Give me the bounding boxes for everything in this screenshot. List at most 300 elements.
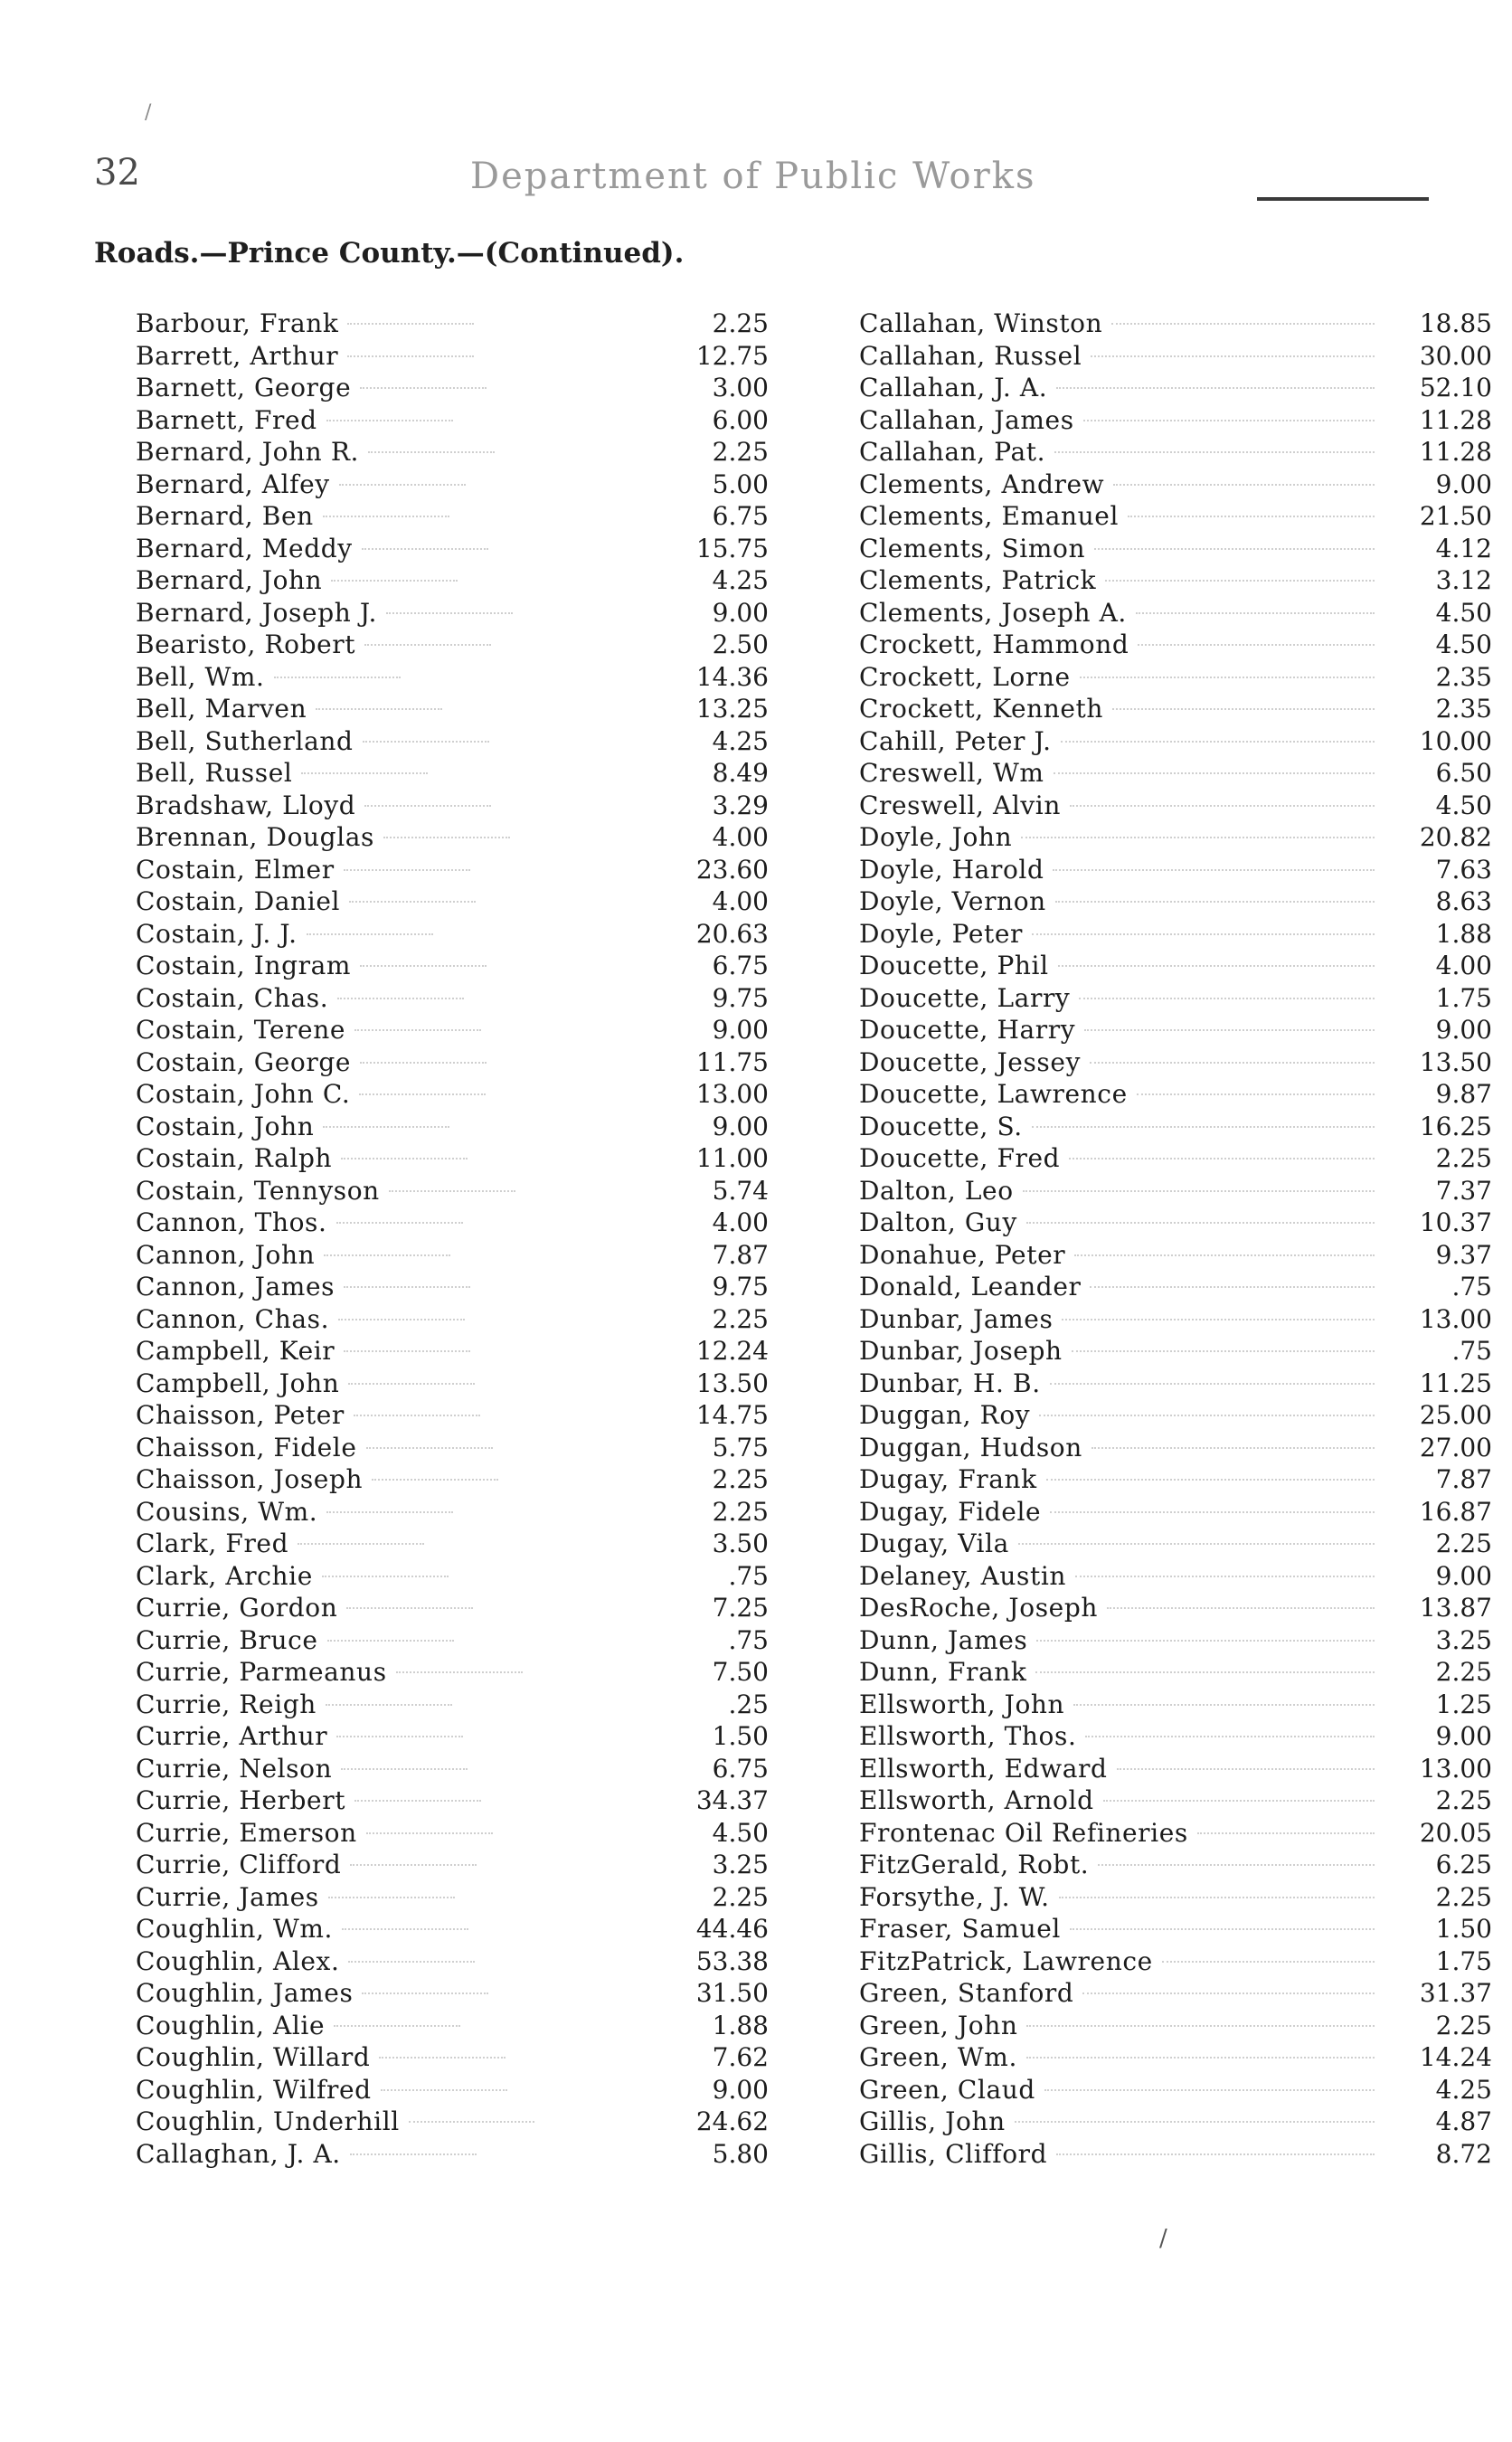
- payee-name: Barbour, Frank: [136, 308, 339, 338]
- list-item: [136, 1175, 769, 1207]
- payee-name: Currie, Herbert: [136, 1785, 346, 1815]
- dot-leader: [331, 580, 458, 582]
- list-item: [859, 1977, 1492, 2010]
- payment-amount: 31.37: [1419, 1978, 1492, 2008]
- payee-name: Creswell, Wm: [859, 758, 1044, 788]
- list-item: [859, 629, 1492, 661]
- payment-amount: 52.10: [1419, 373, 1492, 402]
- payment-amount: 4.25: [1435, 2074, 1492, 2105]
- list-item: [136, 2041, 769, 2074]
- payee-name: Bearisto, Robert: [136, 629, 356, 659]
- list-item: [859, 1078, 1492, 1111]
- payment-amount: 7.87: [712, 1239, 769, 1270]
- dot-leader: [372, 1479, 498, 1481]
- payment-amount: 8.72: [1435, 2138, 1492, 2169]
- payment-amount: 23.60: [695, 854, 769, 885]
- list-item: [859, 1945, 1492, 1978]
- dot-leader: [1026, 2057, 1375, 2059]
- payment-amount: 15.75: [695, 533, 769, 563]
- payment-amount: 9.00: [712, 2074, 769, 2105]
- list-item: [859, 1720, 1492, 1753]
- list-item: [136, 1239, 769, 1272]
- dot-leader: [1032, 1126, 1375, 1128]
- payment-amount: 6.75: [712, 951, 769, 980]
- payment-amount: 5.80: [712, 2138, 769, 2169]
- dot-leader: [347, 323, 474, 325]
- payee-name: Callahan, Russel: [859, 340, 1082, 371]
- payment-amount: 6.25: [1435, 1850, 1492, 1879]
- payment-amount: 5.74: [712, 1175, 769, 1206]
- payment-amount: 9.00: [1435, 1015, 1492, 1045]
- payment-amount: 3.00: [712, 373, 769, 402]
- payee-name: Fraser, Samuel: [859, 1914, 1061, 1944]
- dot-leader: [1083, 420, 1375, 421]
- dot-leader: [1105, 580, 1375, 582]
- dot-leader: [383, 837, 510, 838]
- payment-amount: 1.50: [1435, 1914, 1492, 1944]
- payee-name: Dunn, Frank: [859, 1657, 1027, 1687]
- list-item: [859, 340, 1492, 373]
- list-item: [859, 1399, 1492, 1432]
- payment-amount: 5.00: [712, 469, 769, 499]
- payee-name: Costain, Terene: [136, 1015, 346, 1045]
- list-item: [859, 1817, 1492, 1850]
- payment-amount: 2.35: [1435, 694, 1492, 724]
- payee-name: Dunbar, Joseph: [859, 1336, 1063, 1366]
- list-item: [136, 1496, 769, 1529]
- payment-amount: 9.75: [712, 982, 769, 1013]
- payee-name: Doyle, Peter: [859, 918, 1024, 949]
- list-item: [136, 372, 769, 404]
- payee-name: Ellsworth, Thos.: [859, 1721, 1077, 1751]
- dot-leader: [344, 1350, 470, 1352]
- payee-name: Costain, John: [136, 1111, 315, 1141]
- list-item: [859, 1271, 1492, 1303]
- payee-name: Gillis, John: [859, 2106, 1006, 2136]
- payment-amount: 7.37: [1435, 1175, 1492, 1206]
- payee-name: Costain, Elmer: [136, 854, 335, 885]
- payee-name: Dalton, Leo: [859, 1175, 1014, 1206]
- dot-leader: [1056, 387, 1375, 389]
- payment-amount: 27.00: [1419, 1432, 1492, 1462]
- payment-amount: 6.75: [712, 1753, 769, 1784]
- list-item: [136, 725, 769, 758]
- list-item: [859, 2074, 1492, 2106]
- dot-leader: [1054, 451, 1375, 453]
- dot-leader: [316, 708, 442, 710]
- payment-amount: 11.25: [1419, 1368, 1492, 1398]
- list-item: [136, 854, 769, 886]
- payment-amount: 13.00: [1419, 1303, 1492, 1334]
- dot-leader: [396, 1671, 523, 1673]
- payment-amount: 1.88: [1435, 918, 1492, 949]
- payee-name: Forsythe, J. W.: [859, 1881, 1050, 1912]
- payment-amount: 4.25: [712, 725, 769, 756]
- payee-name: Crockett, Hammond: [859, 629, 1129, 659]
- dot-leader: [1058, 965, 1375, 967]
- payee-name: Campbell, Keir: [136, 1336, 335, 1366]
- payee-name: Green, Wm.: [859, 2042, 1017, 2072]
- list-item: [859, 790, 1492, 822]
- dot-leader: [346, 1607, 473, 1609]
- dot-leader: [349, 901, 476, 903]
- list-item: [136, 564, 769, 597]
- dot-leader: [1073, 1704, 1375, 1706]
- payee-name: Coughlin, Alie: [136, 2010, 326, 2040]
- dot-leader: [366, 1447, 493, 1449]
- list-item: [136, 308, 769, 340]
- dot-leader: [1136, 612, 1375, 614]
- payee-name: Dalton, Guy: [859, 1207, 1017, 1237]
- payment-amount: 5.75: [712, 1432, 769, 1462]
- dot-leader: [342, 1928, 468, 1930]
- list-item: [859, 564, 1492, 597]
- payment-amount: 20.05: [1419, 1817, 1492, 1848]
- list-item: [136, 693, 769, 725]
- dot-leader: [1032, 933, 1375, 935]
- payment-amount: 3.25: [1435, 1624, 1492, 1655]
- payment-amount: 1.75: [1435, 982, 1492, 1013]
- dot-leader: [344, 1286, 470, 1288]
- payee-name: Dugay, Frank: [859, 1464, 1037, 1494]
- list-item: [859, 1207, 1492, 1239]
- payee-name: Ellsworth, Edward: [859, 1753, 1108, 1784]
- payment-amount: 18.85: [1419, 308, 1492, 338]
- payment-amount: 7.87: [1435, 1464, 1492, 1494]
- header-rule: [1257, 197, 1429, 201]
- list-item: [859, 2138, 1492, 2171]
- list-item: [859, 1111, 1492, 1143]
- payee-name: Campbell, John: [136, 1368, 340, 1398]
- payment-amount: 13.00: [1419, 1753, 1492, 1784]
- payee-name: Ellsworth, John: [859, 1689, 1065, 1719]
- payment-amount: 10.00: [1419, 725, 1492, 756]
- payee-name: Callahan, J. A.: [859, 373, 1048, 402]
- payment-amount: .75: [1451, 1272, 1492, 1301]
- payee-name: Coughlin, Alex.: [136, 1945, 340, 1976]
- payee-name: Coughlin, James: [136, 1978, 354, 2008]
- list-item: [136, 1014, 769, 1046]
- payment-amount: 4.50: [712, 1817, 769, 1848]
- dot-leader: [347, 355, 474, 357]
- payment-amount: 8.49: [712, 758, 769, 788]
- dot-leader: [322, 1576, 449, 1577]
- payee-name: Donahue, Peter: [859, 1239, 1066, 1270]
- payee-name: Bradshaw, Lloyd: [136, 790, 356, 820]
- list-item: [136, 1463, 769, 1496]
- list-item: [136, 1207, 769, 1239]
- payment-amount: 2.25: [1435, 2010, 1492, 2040]
- payment-amount: 20.82: [1419, 822, 1492, 852]
- payment-amount: 13.50: [1419, 1046, 1492, 1077]
- payee-name: Bernard, Meddy: [136, 533, 353, 563]
- list-item: [859, 1753, 1492, 1785]
- running-head: Department of Public Works: [470, 156, 1036, 197]
- list-item: [859, 2106, 1492, 2138]
- payment-amount: 4.00: [712, 1207, 769, 1237]
- dot-leader: [1075, 1576, 1375, 1577]
- payee-name: Frontenac Oil Refineries: [859, 1817, 1188, 1848]
- dot-leader: [336, 1736, 463, 1737]
- payee-name: Doucette, Fred: [859, 1143, 1061, 1173]
- list-item: [136, 1142, 769, 1175]
- right-column: [859, 308, 1492, 2170]
- payee-name: Callahan, Pat.: [859, 437, 1046, 467]
- list-item: [859, 533, 1492, 565]
- dot-leader: [360, 1062, 487, 1064]
- list-item: [136, 790, 769, 822]
- list-item: [136, 1624, 769, 1657]
- dot-leader: [1162, 1961, 1375, 1963]
- payee-name: FitzPatrick, Lawrence: [859, 1945, 1153, 1976]
- dot-leader: [1085, 1736, 1375, 1737]
- payee-name: Costain, Chas.: [136, 982, 329, 1013]
- payment-amount: 7.25: [712, 1593, 769, 1623]
- payment-amount: 3.29: [712, 790, 769, 820]
- dot-leader: [307, 933, 433, 935]
- payment-amount: 11.28: [1419, 437, 1492, 467]
- list-item: [136, 1368, 769, 1400]
- payment-amount: 9.37: [1435, 1239, 1492, 1270]
- dot-leader: [350, 2153, 477, 2155]
- list-item: [136, 982, 769, 1015]
- payee-name: FitzGerald, Robt.: [859, 1850, 1090, 1879]
- payment-amount: .75: [728, 1560, 769, 1591]
- list-item: [859, 1432, 1492, 1464]
- payment-amount: 2.25: [712, 437, 769, 467]
- dot-leader: [364, 644, 491, 646]
- payment-amount: 44.46: [695, 1914, 769, 1944]
- list-item: [136, 661, 769, 694]
- dot-leader: [368, 451, 495, 453]
- list-item: [136, 1689, 769, 1721]
- dot-leader: [354, 1800, 481, 1802]
- list-item: [859, 1303, 1492, 1336]
- dot-leader: [274, 677, 401, 678]
- dot-leader: [1091, 355, 1375, 357]
- dot-leader: [1090, 1286, 1375, 1288]
- list-item: [859, 1046, 1492, 1079]
- payee-name: Bernard, John: [136, 565, 323, 595]
- list-item: [136, 1432, 769, 1464]
- payee-name: Costain, John C.: [136, 1079, 351, 1109]
- dot-leader: [1137, 1093, 1375, 1095]
- payment-amount: 6.75: [712, 501, 769, 531]
- payment-amount: .25: [728, 1689, 769, 1719]
- payee-name: DesRoche, Joseph: [859, 1593, 1098, 1623]
- list-item: [136, 1399, 769, 1432]
- payee-name: Bell, Marven: [136, 694, 307, 724]
- page-mark: /: [145, 101, 152, 124]
- payee-name: Duggan, Roy: [859, 1400, 1031, 1430]
- payment-amount: 16.87: [1419, 1496, 1492, 1527]
- dot-leader: [1103, 1800, 1375, 1802]
- payee-name: Bell, Wm.: [136, 661, 265, 692]
- payee-name: Cannon, John: [136, 1239, 316, 1270]
- payment-amount: 25.00: [1419, 1400, 1492, 1430]
- dot-leader: [1054, 772, 1375, 774]
- list-item: [859, 372, 1492, 404]
- payee-name: Currie, James: [136, 1881, 319, 1912]
- payment-amount: 7.63: [1435, 854, 1492, 885]
- dot-leader: [1128, 516, 1375, 517]
- list-item: [136, 1335, 769, 1368]
- dot-leader: [1018, 1543, 1375, 1545]
- dot-leader: [1021, 837, 1375, 838]
- dot-leader: [1197, 1832, 1375, 1834]
- payee-name: Costain, J. J.: [136, 918, 298, 949]
- dot-leader: [363, 741, 489, 743]
- payee-name: Costain, Tennyson: [136, 1175, 380, 1206]
- payee-name: Clark, Archie: [136, 1560, 313, 1591]
- dot-leader: [1082, 1992, 1375, 1994]
- payment-amount: 53.38: [695, 1945, 769, 1976]
- list-item: [859, 597, 1492, 629]
- list-item: [136, 918, 769, 951]
- payee-name: Delaney, Austin: [859, 1560, 1067, 1591]
- payee-name: Clark, Fred: [136, 1529, 289, 1558]
- payment-amount: 2.25: [1435, 1143, 1492, 1173]
- dot-leader: [327, 1640, 454, 1642]
- payment-amount: 4.50: [1435, 597, 1492, 628]
- dot-leader: [1035, 1671, 1375, 1673]
- list-item: [136, 500, 769, 533]
- payment-amount: 4.00: [712, 886, 769, 916]
- list-item: [136, 436, 769, 469]
- payment-amount: 13.50: [695, 1368, 769, 1398]
- payment-amount: 30.00: [1419, 340, 1492, 371]
- list-item: [859, 950, 1492, 982]
- payee-name: Donald, Leander: [859, 1272, 1082, 1301]
- list-item: [859, 308, 1492, 340]
- payee-name: Brennan, Douglas: [136, 822, 375, 852]
- payee-name: Crockett, Kenneth: [859, 694, 1104, 724]
- payment-amount: 13.25: [695, 694, 769, 724]
- payee-name: Clements, Emanuel: [859, 501, 1120, 531]
- payee-name: Duggan, Hudson: [859, 1432, 1082, 1462]
- dot-leader: [348, 1383, 475, 1385]
- payment-amount: 4.00: [1435, 951, 1492, 980]
- payee-name: Dugay, Vila: [859, 1529, 1009, 1558]
- list-item: [136, 1560, 769, 1593]
- list-item: [859, 1368, 1492, 1400]
- payment-amount: 14.36: [695, 661, 769, 692]
- payment-amount: 34.37: [695, 1785, 769, 1815]
- list-item: [136, 1078, 769, 1111]
- dot-leader: [1061, 741, 1375, 743]
- dot-leader: [354, 1029, 481, 1031]
- payee-name: Barnett, Fred: [136, 404, 317, 435]
- dot-leader: [1074, 1254, 1375, 1256]
- dot-leader: [362, 548, 488, 550]
- dot-leader: [389, 1190, 515, 1192]
- dot-leader: [409, 2121, 534, 2123]
- payee-name: Callahan, James: [859, 404, 1074, 435]
- payee-name: Cahill, Peter J.: [859, 725, 1052, 756]
- payee-name: Currie, Gordon: [136, 1593, 338, 1623]
- payee-name: Costain, Ingram: [136, 951, 352, 980]
- payment-amount: 12.75: [695, 340, 769, 371]
- list-item: [136, 1881, 769, 1914]
- dot-leader: [1026, 1222, 1375, 1224]
- list-item: [859, 982, 1492, 1015]
- dot-leader: [360, 387, 487, 389]
- payee-name: Clements, Joseph A.: [859, 597, 1127, 628]
- list-item: [136, 821, 769, 854]
- payee-name: Clements, Patrick: [859, 565, 1097, 595]
- list-item: [859, 1142, 1492, 1175]
- payee-name: Cousins, Wm.: [136, 1496, 318, 1527]
- payee-name: Callaghan, J. A.: [136, 2138, 341, 2169]
- dot-leader: [344, 869, 470, 871]
- payment-amount: 10.37: [1419, 1207, 1492, 1237]
- dot-leader: [1055, 901, 1375, 903]
- dot-leader: [1111, 323, 1375, 325]
- payment-amount: 13.87: [1419, 1593, 1492, 1623]
- dot-leader: [1056, 2153, 1375, 2155]
- payment-amount: 9.00: [1435, 469, 1492, 499]
- dot-leader: [366, 1832, 493, 1834]
- list-item: [136, 1753, 769, 1785]
- list-item: [859, 725, 1492, 758]
- list-item: [859, 1784, 1492, 1817]
- list-item: [136, 757, 769, 790]
- dot-leader: [1036, 1640, 1375, 1642]
- dot-leader: [341, 1768, 468, 1770]
- payment-amount: 2.25: [712, 1303, 769, 1334]
- payment-amount: 1.88: [712, 2010, 769, 2040]
- dot-leader: [360, 965, 487, 967]
- dot-leader: [1138, 644, 1375, 646]
- payment-amount: 14.24: [1419, 2042, 1492, 2072]
- payee-name: Cannon, James: [136, 1272, 335, 1301]
- payee-name: Clements, Simon: [859, 533, 1086, 563]
- payee-name: Coughlin, Willard: [136, 2042, 371, 2072]
- payment-amount: 4.50: [1435, 790, 1492, 820]
- payee-name: Ellsworth, Arnold: [859, 1785, 1094, 1815]
- payment-amount: 6.00: [712, 404, 769, 435]
- list-item: [859, 1560, 1492, 1593]
- dot-leader: [1050, 1511, 1375, 1513]
- dot-leader: [323, 1126, 449, 1128]
- payee-name: Doyle, John: [859, 822, 1013, 852]
- dot-leader: [324, 1254, 450, 1256]
- list-item: [859, 1528, 1492, 1560]
- payee-name: Currie, Emerson: [136, 1817, 357, 1848]
- page-number: 32: [94, 152, 140, 194]
- dot-leader: [326, 1511, 453, 1513]
- list-item: [136, 629, 769, 661]
- list-item: [136, 1303, 769, 1336]
- list-item: [136, 2074, 769, 2106]
- payment-amount: 21.50: [1419, 501, 1492, 531]
- dot-leader: [339, 484, 466, 486]
- payment-amount: 2.25: [712, 1881, 769, 1912]
- payment-amount: 2.25: [712, 1464, 769, 1494]
- dot-leader: [1026, 2025, 1375, 2027]
- list-item: [859, 1239, 1492, 1272]
- list-item: [859, 885, 1492, 918]
- list-item: [859, 1592, 1492, 1624]
- dot-leader: [1050, 1383, 1375, 1385]
- dot-leader: [1113, 484, 1375, 486]
- payee-name: Chaisson, Fidele: [136, 1432, 357, 1462]
- payment-amount: 9.75: [712, 1272, 769, 1301]
- payment-amount: 1.50: [712, 1721, 769, 1751]
- list-item: [136, 597, 769, 629]
- list-item: [859, 404, 1492, 437]
- payee-name: Dunbar, James: [859, 1303, 1054, 1334]
